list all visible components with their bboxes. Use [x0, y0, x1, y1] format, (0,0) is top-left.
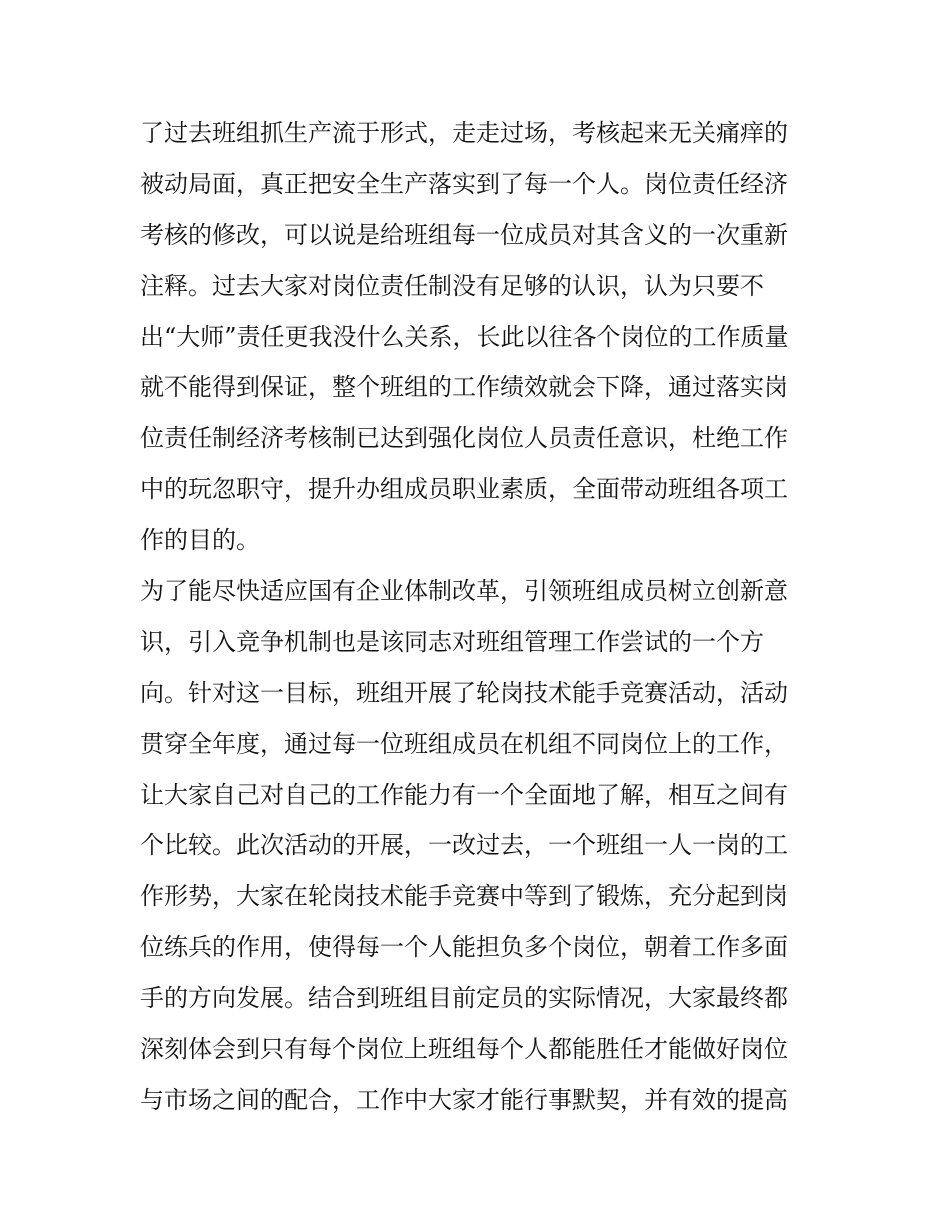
- text-line: 考核的修改，可以说是给班组每一位成员对其含义的一次重新: [140, 220, 788, 249]
- text-line: 让大家自己对自己的工作能力有一个全面地了解，相互之间有: [140, 780, 788, 809]
- text-line: 手的方向发展。结合到班组目前定员的实际情况，大家最终都: [140, 984, 788, 1013]
- text-line: 注释。过去大家对岗位责任制没有足够的认识，认为只要不: [140, 271, 764, 300]
- text-line: 出“大师”责任更我没什么关系，长此以往各个岗位的工作质量: [140, 322, 789, 351]
- text-line: 中的玩忽职守，提升办组成员职业素质，全面带动班组各项工: [140, 475, 788, 504]
- text-line: 识，引入竞争机制也是该同志对班组管理工作尝试的一个方: [140, 627, 764, 656]
- body-text: [140, 108, 820, 1126]
- text-line: 贯穿全年度，通过每一位班组成员在机组不同岗位上的工作，: [140, 729, 788, 758]
- text-line: 作形势，大家在轮岗技术能手竞赛中等到了锻炼，充分起到岗: [140, 882, 788, 911]
- text-line: 为了能尽快适应国有企业体制改革，引领班组成员树立创新意: [140, 577, 788, 606]
- text-line: 向。针对这一目标，班组开展了轮岗技术能手竞赛活动，活动: [140, 678, 788, 707]
- text-line: 位练兵的作用，使得每一个人能担负多个岗位，朝着工作多面: [140, 933, 788, 962]
- text-line: 与市场之间的配合，工作中大家才能行事默契，并有效的提高: [140, 1085, 788, 1114]
- text-line: 就不能得到保证，整个班组的工作绩效就会下降，通过落实岗: [140, 373, 788, 402]
- text-line: 被动局面，真正把安全生产落实到了每一个人。岗位责任经济: [140, 169, 788, 198]
- text-line: 了过去班组抓生产流于形式，走走过场，考核起来无关痛痒的: [140, 119, 788, 147]
- text-line: 作的目的。: [140, 526, 260, 555]
- text-line: 深刻体会到只有每个岗位上班组每个人都能胜任才能做好岗位: [140, 1035, 788, 1064]
- text-line: 位责任制经济考核制已达到强化岗位人员责任意识，杜绝工作: [140, 424, 788, 453]
- text-line: 个比较。此次活动的开展，一改过去，一个班组一人一岗的工: [140, 831, 788, 860]
